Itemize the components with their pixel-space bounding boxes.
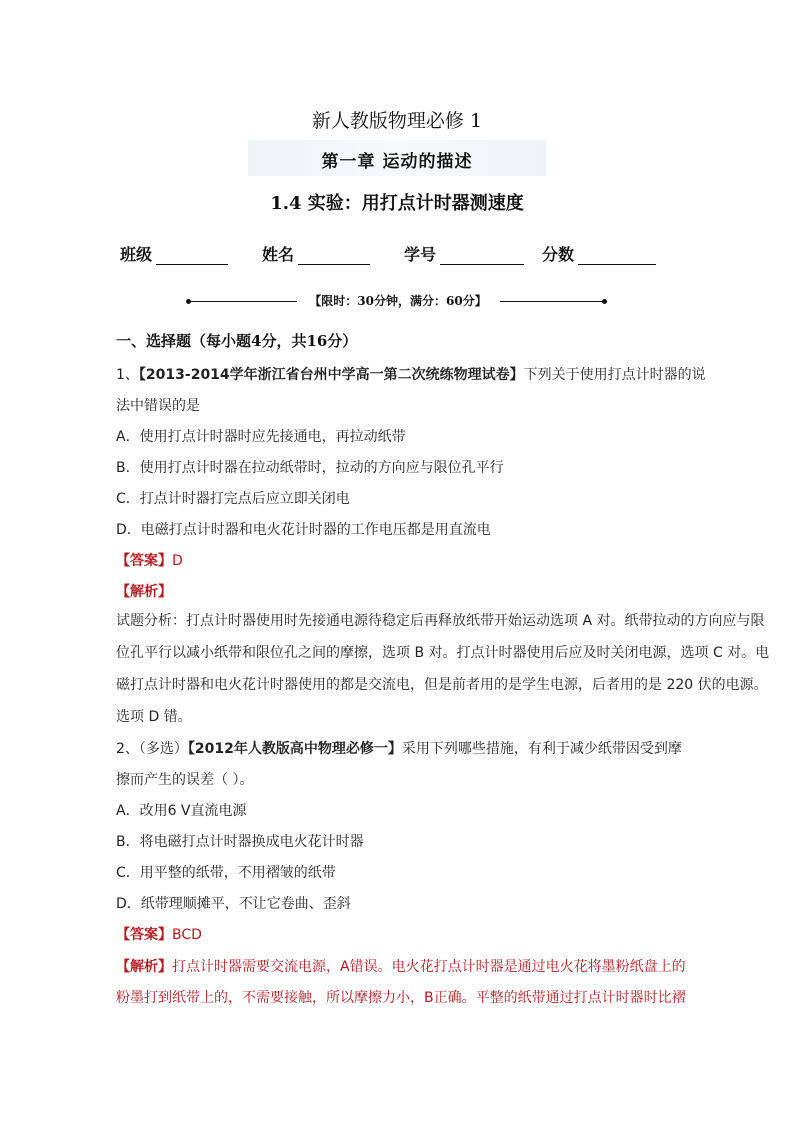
field-class (120, 242, 228, 265)
q1-option-d: D．电磁打点计时器和电火花计时器的工作电压都是用直流电 (116, 522, 491, 538)
q2-option-d: D．纸带理顺摊平，不让它卷曲、歪斜 (116, 896, 351, 912)
q2-analysis-line2: 粉墨打到纸带上的，不需要接触，所以摩擦力小，B正确。平整的纸带通过打点计时器时比褶 (116, 990, 686, 1006)
limit-right-dot (602, 299, 607, 304)
q1-number: 1、 (116, 367, 139, 383)
time-limit-banner (186, 292, 608, 312)
q1-option-a: A．使用打点计时器时应先接通电，再拉动纸带 (116, 429, 406, 445)
field-number-blank[interactable] (440, 248, 524, 265)
field-score (542, 242, 656, 265)
q1-stem (116, 364, 706, 384)
q1-answer-label: 【答案】 (116, 553, 172, 569)
field-score-blank[interactable] (578, 248, 656, 265)
q2-answer-label: 【答案】 (116, 927, 172, 943)
q1-option-c: C．打点计时器打完点后应立即关闭电 (116, 491, 350, 507)
q2-analysis-text1: 打点计时器需要交流电源，A错误。电火花打点计时器是通过电火花将墨粉纸盘上的 (172, 959, 686, 975)
q1-stem-line2: 法中错误的是 (116, 398, 200, 414)
field-name-label: 姓名 (262, 245, 295, 264)
section-heading: 一、选择题（每小题4分，共16分） (116, 332, 358, 350)
q1-stem-line1: 下列关于使用打点计时器的说 (523, 367, 706, 383)
limit-right-rule (500, 301, 604, 302)
field-number (404, 242, 524, 265)
limit-left-rule (189, 301, 297, 302)
field-class-blank[interactable] (156, 248, 228, 265)
q2-answer (116, 924, 202, 944)
section-title: 1.4 实验：用打点计时器测速度 (270, 193, 524, 214)
q1-answer-value: D (172, 553, 183, 569)
q2-analysis-line1 (116, 956, 686, 976)
q2-stem-line2: 擦而产生的误差（ ）。 (116, 772, 254, 788)
field-name (262, 242, 370, 265)
q2-source: 【2012年人教版高中物理必修一】 (187, 741, 402, 757)
q2-option-c: C．用平整的纸带，不用褶皱的纸带 (116, 865, 336, 881)
q2-option-a: A．改用6 V直流电源 (116, 803, 247, 819)
field-class-label: 班级 (120, 245, 153, 264)
q1-analysis-line: 位孔平行以减小纸带和限位孔之间的摩擦，选项 B 对。打点计时器使用后应及时关闭电源，选项 C 对。电 (116, 645, 770, 661)
limit-text: 【限时：30分钟，满分：60分】 (309, 294, 487, 308)
q2-analysis-label: 【解析】 (116, 959, 172, 975)
q2-option-b: B．将电磁打点计时器换成电火花计时器 (116, 834, 364, 850)
q1-analysis-line: 试题分析：打点计时器使用时先接通电源待稳定后再释放纸带开始运动选项 A 对。纸带拉动的方向应与限 (116, 613, 765, 629)
q1-analysis-label: 【解析】 (116, 584, 172, 600)
field-number-label: 学号 (404, 245, 437, 264)
field-score-label: 分数 (542, 245, 575, 264)
field-name-blank[interactable] (298, 248, 370, 265)
q2-stem-line1: 采用下列哪些措施，有利于减少纸带因受到摩 (401, 741, 682, 757)
document-title: 新人教版物理必修 1 (311, 110, 483, 132)
q1-source: 【2013-2014学年浙江省台州中学高一第二次统练物理试卷】 (138, 367, 524, 383)
q1-answer (116, 550, 183, 570)
q2-number: 2、（多选） (116, 741, 188, 757)
q1-analysis-line: 磁打点计时器和电火花计时器使用的都是交流电，但是前者用的是学生电源，后者用的是 220 伏的电源。 (116, 677, 768, 693)
student-info-fields (120, 242, 680, 266)
q1-option-b: B．使用打点计时器在拉动纸带时，拉动的方向应与限位孔平行 (116, 460, 504, 476)
chapter-title: 第一章 运动的描述 (321, 152, 473, 172)
q2-stem (116, 738, 682, 758)
q2-answer-value: BCD (172, 927, 202, 943)
q1-analysis-line: 选项 D 错。 (116, 709, 192, 725)
